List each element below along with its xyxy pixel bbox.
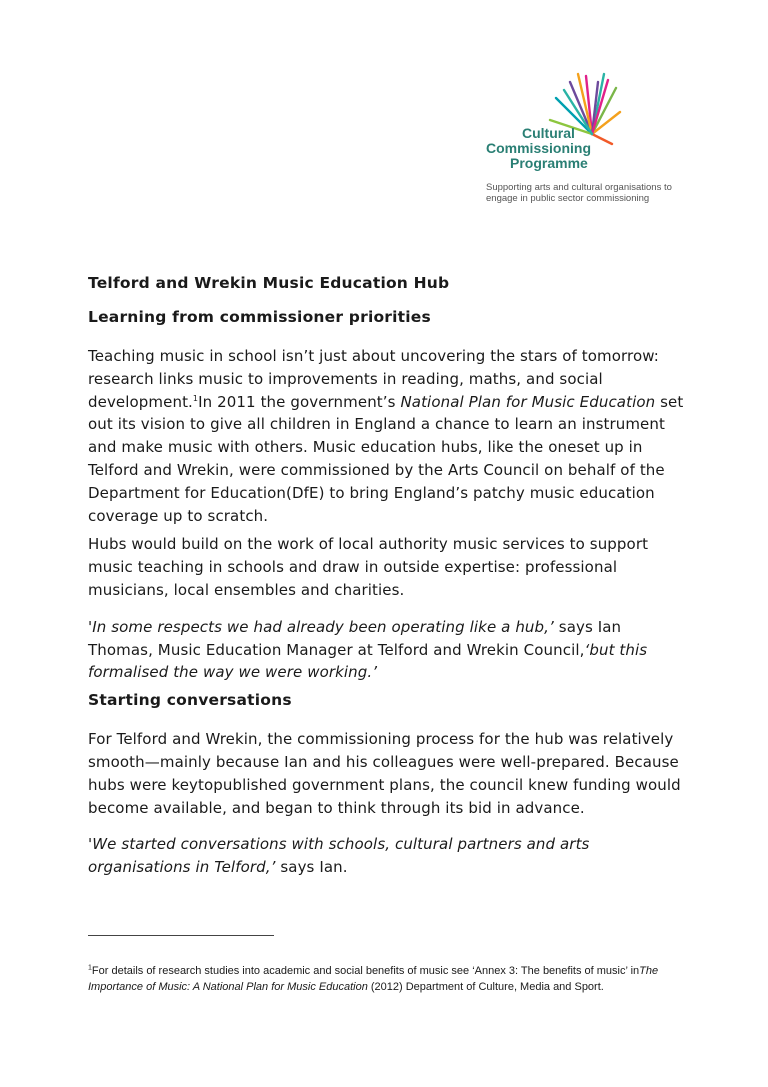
cultural-commissioning-programme-logo — [482, 72, 682, 212]
quote-ian-thomas: 'In some respects we had already been operating like a hub,’ says Ian Thomas, Music Education Manager at Telford and Wrekin Council,‘but this formalised the way we were working.’ — [88, 617, 648, 682]
logo-line-3: Programme — [510, 155, 588, 171]
page-title: Telford and Wrekin Music Education Hub — [88, 274, 450, 292]
logo-line-2: Commissioning — [486, 140, 592, 156]
page-subtitle: Learning from commissioner priorities — [88, 308, 431, 326]
document-body — [88, 273, 688, 879]
footnote: $^1$For details of research studies into academic and social benefits of music see ‘Annex 3: The benefits of music’ inThe Importance of Music: A National Plan for Music Education (2012) Department of Culture, Media and Sport. — [88, 964, 659, 993]
logo-tagline: Supporting arts and cultural organisations to engage in public sector commissioning — [486, 182, 672, 204]
paragraph-intro: Teaching music in school isn’t just about uncovering the stars of tomorrow: research links music to improvements in reading, maths, and social development.$^1$In 2011 the government’s National Plan for Music Education set out its vision to give all children in England a chance to learn an instrument and make music with others. Music education hubs, like the oneset up in Telford and Wrekin, were commissioned by the Arts Council on behalf of the Department for Education(DfE) to bring England’s patchy music education coverage up to scratch. — [88, 347, 684, 525]
section-heading-starting-conversations: Starting conversations — [88, 691, 292, 710]
paragraph-commissioning: For Telford and Wrekin, the commissioning process for the hub was relatively smooth—mainly because Ian and his colleagues were well-prepared. Because hubs were keytopublished government plans, the council knew funding would become available, and began to think through its bid in advance. — [88, 730, 681, 817]
paragraph-hubs: Hubs would build on the work of local authority music services to support music teaching in schools and draw in outside expertise: professional musicians, local ensembles and charities. — [88, 535, 649, 599]
logo-line-1: Cultural — [522, 125, 575, 141]
footnote-ref[interactable]: 1 — [192, 393, 199, 403]
footnote-divider — [88, 935, 274, 936]
quote-conversations: 'We started conversations with schools, cultural partners and arts organisations in Telford,’ says Ian. — [88, 835, 590, 877]
